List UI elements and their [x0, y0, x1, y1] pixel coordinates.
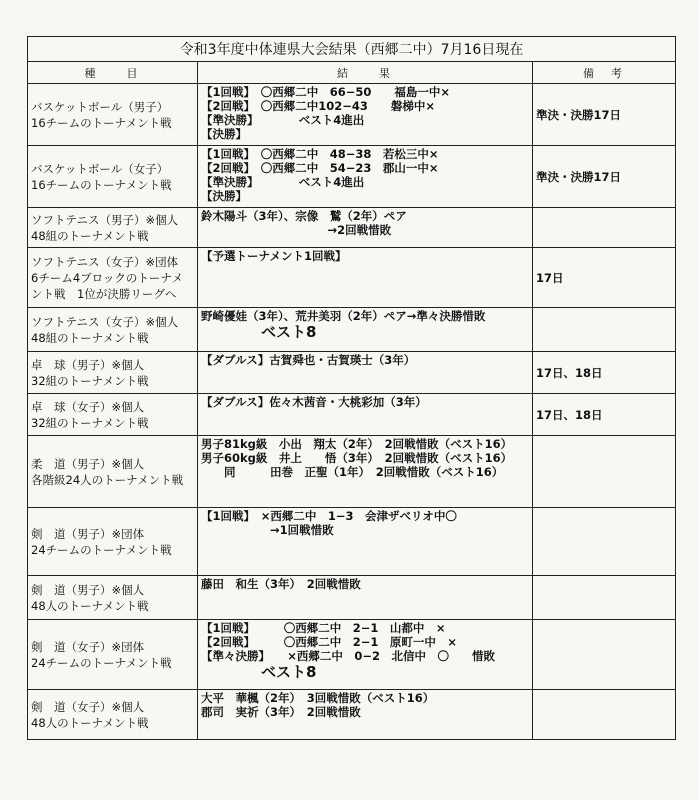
- result-line: →2回戦惜敗: [201, 223, 392, 237]
- results-sheet: [27, 36, 675, 796]
- result-line: 【準決勝】 ベスト4進出: [201, 175, 365, 189]
- event-cell: [28, 84, 198, 146]
- result-line: 【ダブルス】古賀舜也・古賀瑛士（3年）: [201, 353, 416, 367]
- event-cell: [28, 248, 198, 308]
- event-line: 32組のトーナメント戦: [31, 373, 149, 388]
- event-cell: [28, 394, 198, 436]
- event-line: 48人のトーナメント戦: [31, 715, 149, 730]
- event-line: 6チーム4ブロックのトーナメ: [31, 270, 183, 285]
- result-line: 【1回戦】 〇西郷二中 48−38 若松三中×: [201, 147, 439, 161]
- result-line: 【ダブルス】佐々木茜音・大桃彩加（3年）: [201, 395, 427, 409]
- result-line: 大平 華楓（2年） 3回戦惜敗（ベスト16）: [201, 691, 435, 705]
- result-line: 【1回戦】 〇西郷二中 66−50 福島一中×: [201, 85, 451, 99]
- result-cell: [198, 576, 533, 620]
- result-line: 郡司 実祈（3年） 2回戦惜敗: [201, 705, 361, 719]
- event-line: 卓 球（男子）※個人: [31, 357, 145, 372]
- event-line: 48人のトーナメント戦: [31, 598, 149, 613]
- results-rows: [28, 84, 676, 740]
- note-cell: 準決・決勝17日: [533, 146, 676, 208]
- event-cell: [28, 308, 198, 352]
- result-line: 【予選トーナメント1回戦】: [201, 249, 347, 263]
- result-cell: [198, 436, 533, 508]
- event-line: 剣 道（男子）※団体: [31, 526, 145, 541]
- result-line: 【準々決勝】 ×西郷二中 0−2 北信中 〇 惜敗: [201, 649, 496, 663]
- note-cell: [533, 690, 676, 740]
- header-event: 種 目: [28, 62, 198, 84]
- result-line: 【2回戦】 〇西郷二中 54−23 郡山一中×: [201, 161, 439, 175]
- table-title: 令和3年度中体連県大会結果（西郷二中）7月16日現在: [28, 37, 676, 62]
- result-cell: [198, 146, 533, 208]
- event-cell: [28, 690, 198, 740]
- event-line: 48組のトーナメント戦: [31, 330, 149, 345]
- result-line: 男子81kg級 小出 翔太（2年） 2回戦惜敗（ベスト16）: [201, 437, 513, 451]
- event-line: ソフトテニス（女子）※団体: [31, 254, 179, 269]
- event-cell: [28, 620, 198, 690]
- result-cell: [198, 508, 533, 576]
- result-cell: [198, 690, 533, 740]
- table-row: [28, 352, 676, 394]
- event-line: ソフトテニス（女子）※個人: [31, 314, 179, 329]
- header-result: 結 果: [198, 62, 533, 84]
- note-cell: 17日、18日: [533, 394, 676, 436]
- event-line: 24チームのトーナメント戦: [31, 542, 172, 557]
- result-line: 【1回戦】 〇西郷二中 2−1 山都中 ×: [201, 621, 446, 635]
- result-cell: [198, 352, 533, 394]
- result-line: →1回戦惜敗: [201, 523, 334, 537]
- event-line: 柔 道（男子）※個人: [31, 456, 145, 471]
- result-line: 【2回戦】 〇西郷二中102−43 磐梯中×: [201, 99, 436, 113]
- note-cell: 17日: [533, 248, 676, 308]
- event-cell: [28, 146, 198, 208]
- event-cell: [28, 352, 198, 394]
- note-cell: 準決・決勝17日: [533, 84, 676, 146]
- event-cell: [28, 208, 198, 248]
- note-cell: [533, 436, 676, 508]
- note-cell: [533, 620, 676, 690]
- result-cell: [198, 394, 533, 436]
- note-cell: [533, 308, 676, 352]
- table-row: [28, 84, 676, 146]
- event-line: 剣 道（女子）※個人: [31, 699, 145, 714]
- header-note: 備 考: [533, 62, 676, 84]
- event-line: 各階級24人のトーナメント戦: [31, 472, 184, 487]
- result-cell: [198, 84, 533, 146]
- event-line: 剣 道（女子）※団体: [31, 639, 145, 654]
- note-cell: [533, 208, 676, 248]
- results-table: [27, 36, 676, 740]
- event-line: 卓 球（女子）※個人: [31, 399, 145, 414]
- result-cell: [198, 248, 533, 308]
- event-line: 16チームのトーナメント戦: [31, 115, 172, 130]
- table-row: [28, 146, 676, 208]
- table-row: [28, 208, 676, 248]
- result-cell: [198, 308, 533, 352]
- result-highlight: ベスト8: [261, 663, 317, 681]
- note-cell: [533, 576, 676, 620]
- table-row: [28, 508, 676, 576]
- table-row: [28, 436, 676, 508]
- result-highlight: ベスト8: [261, 323, 317, 341]
- result-line: 【決勝】: [201, 127, 247, 141]
- result-line: 男子60kg級 井上 悟（3年） 2回戦惜敗（ベスト16）: [201, 451, 513, 465]
- table-row: [28, 690, 676, 740]
- table-row: [28, 620, 676, 690]
- table-row: [28, 394, 676, 436]
- result-line: 藤田 和生（3年） 2回戦惜敗: [201, 577, 361, 591]
- event-line: 24チームのトーナメント戦: [31, 655, 172, 670]
- result-line: 鈴木陽斗（3年）、宗像 鷲（2年）ペア: [201, 209, 407, 223]
- table-row: [28, 308, 676, 352]
- result-line: 【2回戦】 〇西郷二中 2−1 原町一中 ×: [201, 635, 458, 649]
- result-line: 野崎優娃（3年）、荒井美羽（2年）ペア→準々決勝惜敗: [201, 309, 486, 323]
- event-line: ント戦 1位が決勝リーグへ: [31, 286, 177, 301]
- event-line: 16チームのトーナメント戦: [31, 177, 172, 192]
- event-line: 32組のトーナメント戦: [31, 415, 149, 430]
- result-cell: [198, 620, 533, 690]
- result-line: 同 田巻 正聖（1年） 2回戦惜敗（ベスト16）: [201, 465, 504, 479]
- result-line: 【決勝】: [201, 189, 247, 203]
- event-line: バスケットボール（女子）: [31, 161, 169, 176]
- table-row: [28, 576, 676, 620]
- result-line: 【準決勝】 ベスト4進出: [201, 113, 365, 127]
- event-line: バスケットボール（男子）: [31, 99, 169, 114]
- table-row: [28, 248, 676, 308]
- note-cell: [533, 508, 676, 576]
- note-cell: 17日、18日: [533, 352, 676, 394]
- event-line: 剣 道（男子）※個人: [31, 582, 145, 597]
- event-cell: [28, 576, 198, 620]
- event-cell: [28, 508, 198, 576]
- event-cell: [28, 436, 198, 508]
- event-line: ソフトテニス（男子）※個人: [31, 212, 179, 227]
- result-cell: [198, 208, 533, 248]
- result-line: 【1回戦】 ×西郷二中 1−3 会津ザベリオ中〇: [201, 509, 457, 523]
- event-line: 48組のトーナメント戦: [31, 228, 149, 243]
